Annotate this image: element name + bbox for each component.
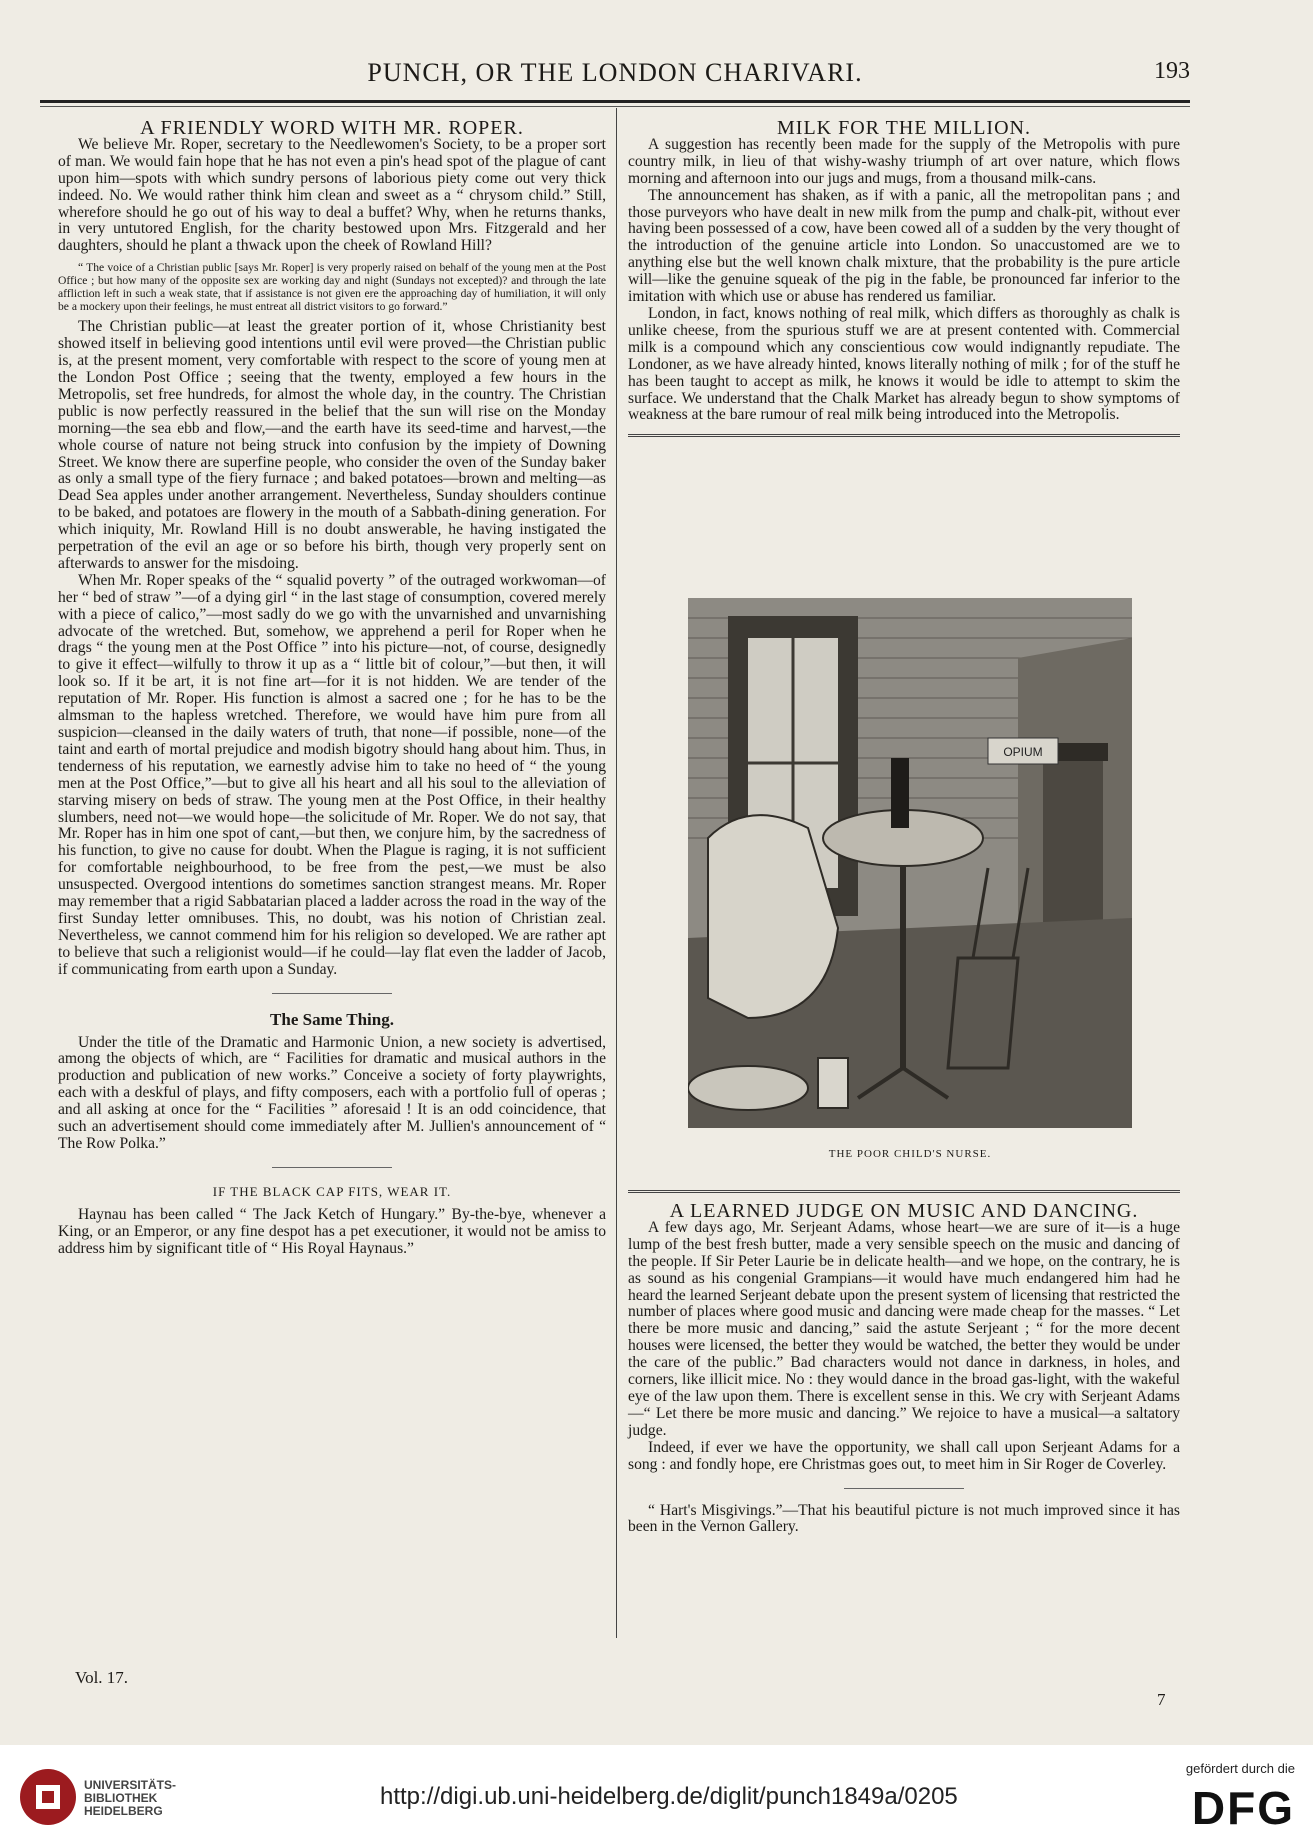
article-heading-learned-judge: A LEARNED JUDGE ON MUSIC AND DANCING. <box>669 1200 1139 1222</box>
bottle-label: OPIUM <box>1003 745 1043 759</box>
permalink-url[interactable]: http://digi.ub.uni-heidelberg.de/diglit/punch1849a/0205 <box>380 1783 958 1810</box>
section-divider <box>272 1167 392 1168</box>
digitization-footer <box>0 1745 1313 1847</box>
article-heading-same-thing: The Same Thing. <box>270 1009 394 1029</box>
paragraph: Under the title of the Dramatic and Harmonic Union, a new society is advertised, among the objects of which, are “ Facilities for dramatic and musical authors in the production and publication of new works.” Conceive a society of forty playwrights, each with a deskful of plays, and fifty composers, each with a portfolio full of operas ; and all asking at once for the “ Facilities ” aforesaid ! It is an odd coincidence, that such an advertisement should come immediately after M. Jullien's announcement of “ The Row Polka.” <box>58 1033 606 1152</box>
right-column-bottom <box>628 1180 1180 1536</box>
article-heading-milk: MILK FOR THE MILLION. <box>777 117 1031 139</box>
section-divider <box>844 1488 964 1489</box>
paragraph: When Mr. Roper speaks of the “ squalid poverty ” of the outraged workwoman—of her “ bed of straw ”—of a dying girl “ in the last stage of consumption, covered merely with a piece of calico,”—most sadly do we go with the unvarnished and unvarnishing advocate of the wretched. But, somehow, we apprehend a peril for Roper when he drags “ the young men at the Post Office ” into his picture—not, of course, designedly to give it effect—wilfully to throw it up as a “ little bit of colour,”—but then, it will look so. If it be art, it is not fine art—for it is not hidden. We are tender of the reputation of Mr. Roper. His function is almost a sacred one ; for he has to be the almsman to the hapless wretched. Therefore, we would have him pure from all suspicion—cleansed in the daily waters of truth, that none—if possible, none—of the taint and earth of mortal prejudice and modish bigotry should hang about him. Thus, in tenderness of his reputation, we earnestly advise him to take no heed of “ the young men at the Post Office,”—but to give all his heart and all his soul to the alleviation of starving misery on beds of straw. The young men at the Post Office, in their healthy slumbers, need not—we would hope—the solicitude of Mr. Roper. We do not say, that Mr. Roper has in him one spot of cant,—but then, we conjure him, by the sacredness of his function, to give no cause for doubt. When the Plague is raging, it is not sufficient for comfortable neighbourhood, to be free from the pest,—we must be also unsuspected. Overgood intentions do sometimes sanction strangest means. Mr. Roper may remember that a rigid Sabbatarian placed a ladder across the road in the way of the first Sunday letter omnibuses. This, no doubt, was his notion of Christian zeal. Nevertheless, we cannot commend him for his religion so developed. We are rather apt to believe that such a religionist would—if he could—lay flat even the ladder of Jacob, if communicating from earth upon a Sunday. <box>58 571 606 978</box>
page-header <box>40 58 1190 92</box>
paragraph: We believe Mr. Roper, secretary to the Needlewomen's Society, to be a proper sort of man. We would fain hope that he has not even a pin's head spot of the plague of cant upon him—spots with which sundry persons of laborious piety come out very thick indeed. No. We would rather think him clean and sweet as a “ chrysom child.” Still, wherefore should he go out of his way to deal a buffet? Why, when he returns thanks, in very untutored English, for the charity bestowed upon Mrs. Fitzgerald and her daughters, should he plant a thwack upon the cheek of Rowland Hill? <box>58 135 606 255</box>
paragraph: The announcement has shaken, as if with a panic, all the metropolitan pans ; and those purveyors who have dealt in new milk from the pump and chalk-pit, without ever having been possessed of a cow, have been cowed all of a sudden by the very thought of the introduction of the genuine article into London. So unaccustomed are we to anything else but the well known chalk mixture, that the probability is the pure article will—like the genuine squeak of the pig in the fable, be pronounced far inferior to the imitation with which use or abuse has rendered us familiar. <box>628 186 1180 306</box>
header-rule-thin <box>40 106 1190 107</box>
library-emblem-icon <box>18 1767 78 1827</box>
university-library-logo[interactable] <box>18 1767 218 1827</box>
header-rule <box>40 100 1190 103</box>
masthead-title: PUNCH, OR THE LONDON CHARIVARI. <box>367 58 863 87</box>
left-column <box>58 117 606 1257</box>
section-divider <box>272 993 392 994</box>
paragraph: A few days ago, Mr. Serjeant Adams, whose heart—we are sure of it—is a huge lump of the best fresh butter, made a very sensible speech on the music and dancing of the people. If Sir Peter Laurie be in delicate health—and we hope, on the contrary, he is as sound as his congenial Grampians—it would have much endangered him had he heard the learned Serjeant debate upon the present system of licensing that restricted the number of places where good music and dancing were made cheap for the masses. “ Let there be more music and dancing,” said the astute Serjeant ; “ for the more decent houses were licensed, the better they would be watched, the better they would be under the care of the public.” Bad characters would not dance in darkness, in holes, and corners, like illicit mice. No : they would dance in the broad gas-light, with the wakeful eye of the law upon them. There is excellent sense in this. We cry with Serjeant Adams—“ Let there be more music and dancing.” We rejoice to have a musical—a saltatory judge. <box>628 1218 1180 1439</box>
paragraph: Indeed, if ever we have the opportunity, we shall call upon Serjeant Adams for a song : and fondly hope, ere Christmas goes out, to meet him in Sir Roger de Coverley. <box>628 1438 1180 1473</box>
library-name: UNIVERSITÄTS- BIBLIOTHEK HEIDELBERG <box>84 1778 177 1818</box>
engraving-illustration <box>688 598 1132 1128</box>
funding-label: gefördert durch die <box>1185 1761 1295 1776</box>
column-divider <box>616 108 617 1638</box>
article-heading-roper: A FRIENDLY WORD WITH MR. ROPER. <box>140 117 524 139</box>
illustration-caption: THE POOR CHILD'S NURSE. <box>828 1148 992 1160</box>
dfg-logo[interactable]: DFG <box>1191 1782 1295 1834</box>
quoted-passage: “ The voice of a Christian public [says Mr. Roper] is very properly raised on behalf of the young men at the Post Office ; but how many of the opposite sex are working day and night (Sundays not excepted)? and through the late affliction left in such a weak state, that if assistance is not given ere the approaching day of humiliation, it will only be a mockery upon their feelings, he must entreat all district visitors to go forward.” <box>58 261 606 314</box>
page-number: 193 <box>1154 58 1190 84</box>
paragraph: London, in fact, knows nothing of real milk, which differs as thoroughly as chalk is unlike cheese, from the spurious stuff we are at present contented with. Commercial milk is a compound which any conscientious cow would indignantly repudiate. The Londoner, as we have already hinted, knows literally nothing of milk ; for of the stuff he has been taught to accept as milk, he knows it would be idle to attempt to skim the surface. We understand that the Chalk Market has already begun to show symptoms of weakness at the bare rumour of real milk being introduced into the Metropolis. <box>628 304 1180 424</box>
paragraph: A suggestion has recently been made for the supply of the Metropolis with pure country milk, in lieu of that wishy-washy triumph of art over nature, which flows morning and afternoon into our jugs and mugs, from a thousand milk-cans. <box>628 135 1180 187</box>
article-heading-black-cap: IF THE BLACK CAP FITS, WEAR IT. <box>212 1183 452 1199</box>
section-divider <box>628 1190 1180 1193</box>
volume-label: Vol. 17. <box>75 1668 129 1687</box>
paragraph: The Christian public—at least the greater portion of it, whose Christianity best showed itself in believing good intentions until evil were proved—the Christian public is, at the present moment, very comfortable with respect to the score of young men at the London Post Office ; seeing that the twenty, employed a few hours in the Metropolis, set free hundreds, for almost the whole day, in the country. The Christian public is now perfectly reassured in the belief that the sun will rise on the Monday morning—the sea ebb and flow,—and the earth have its seed-time and harvest,—the whole course of nature not being struck into confusion by the impiety of Downing Street. We know there are superfine people, who consider the oven of the Sunday baker as only a small type of the fiery furnace ; and baked potatoes—brown and melting—as Dead Sea apples under another arrangement. Nevertheless, Sunday shoulders continue to be baked, and potatoes are flowery in the mouth of a Sabbath-dining generation. For which iniquity, Mr. Rowland Hill is no doubt answerable, he having instigated the perpetration of the evil an age or so before his birth, though very properly sent on afterwards to answer for the misdoing. <box>58 318 606 572</box>
paragraph: “ Hart's Misgivings.”—That his beautiful picture is not much improved since it has been in the Vernon Gallery. <box>628 1501 1180 1536</box>
right-column-top <box>628 117 1180 447</box>
section-divider <box>628 434 1180 437</box>
signature-mark: 7 <box>1157 1690 1166 1709</box>
paragraph: Haynau has been called “ The Jack Ketch of Hungary.” By-the-bye, whenever a King, or an Emperor, or any fine despot has a pet executioner, it would not be amiss to address him by significant title of “ His Royal Haynaus.” <box>58 1205 606 1257</box>
